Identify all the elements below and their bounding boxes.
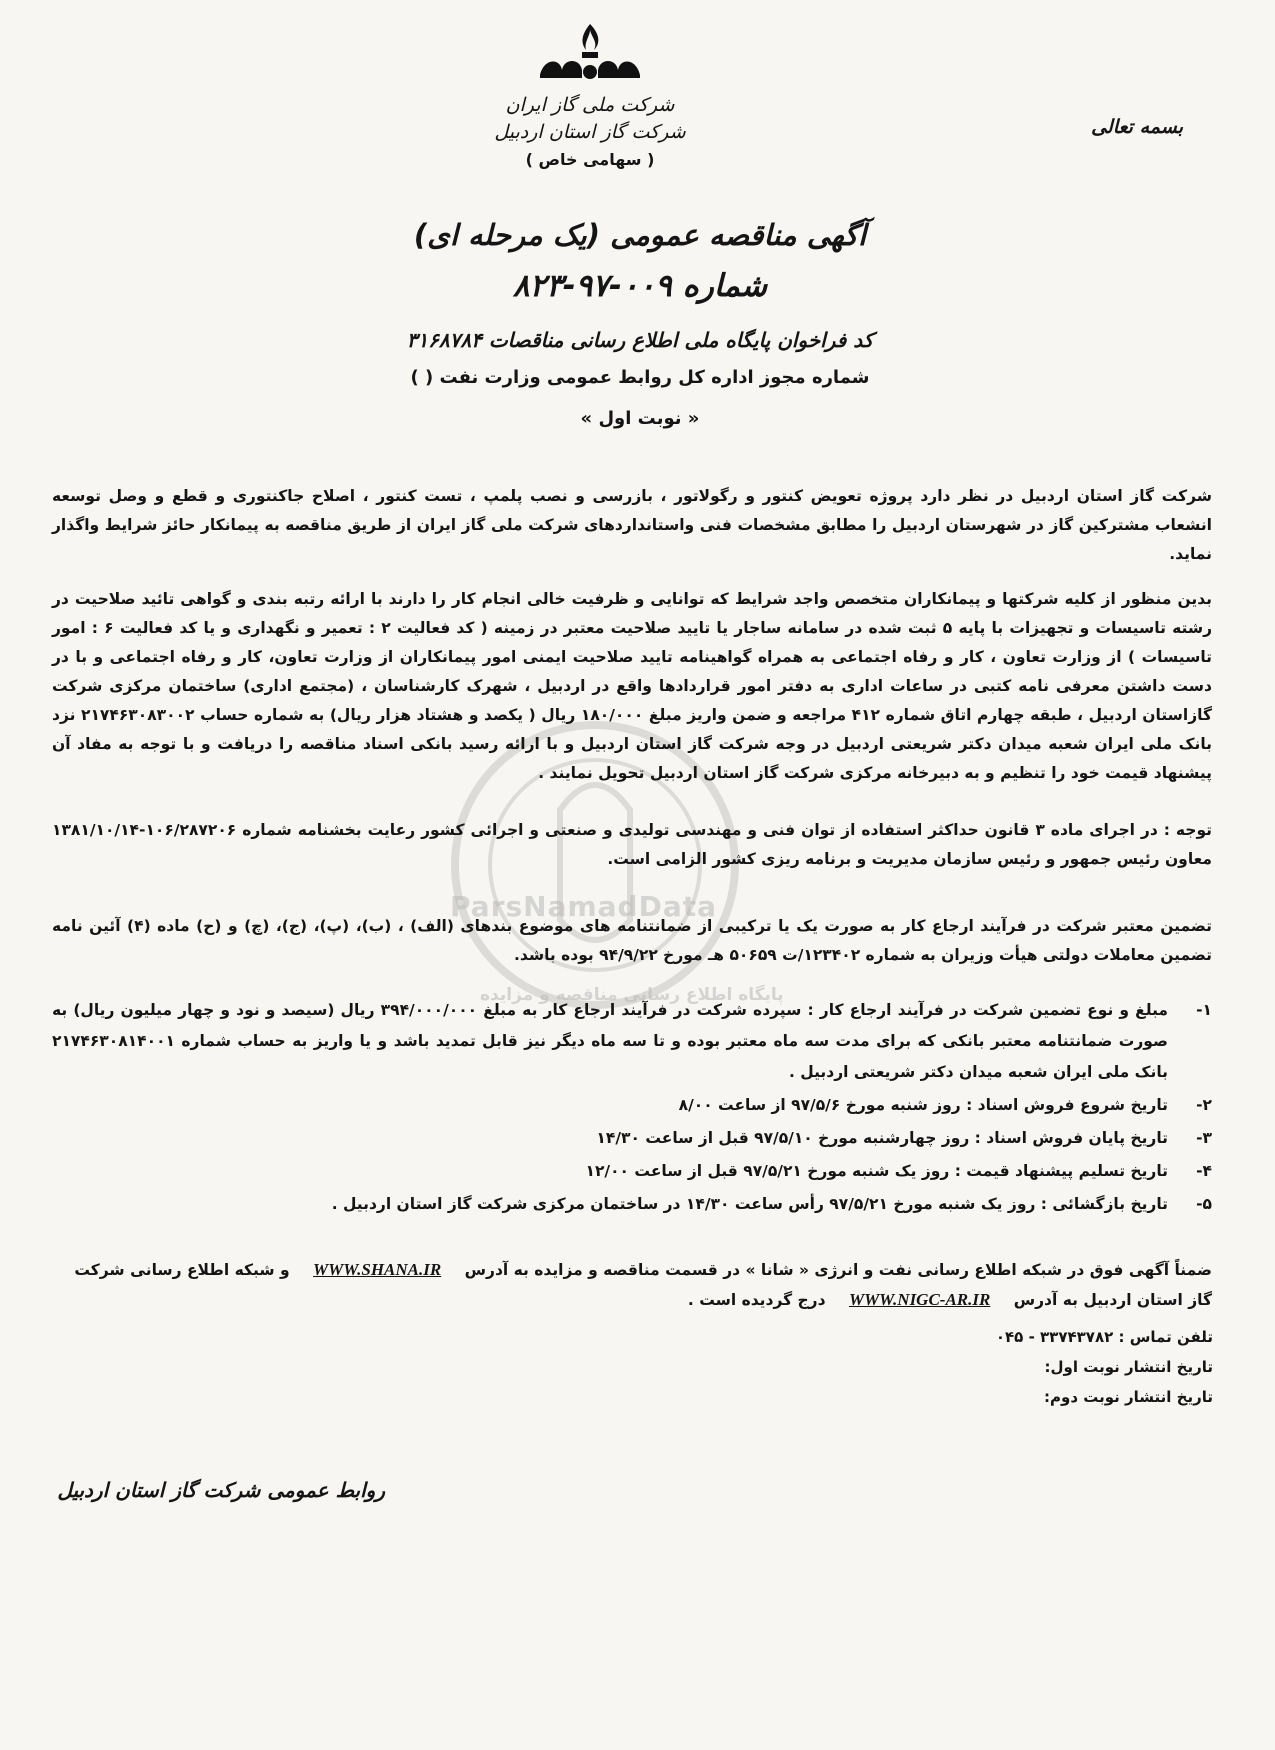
- intro-paragraph: شرکت گاز استان اردبیل در نظر دارد پروژه تعویض کنتور و رگولاتور ، بازرسی و نصب پلمپ ، تست کنتور ، اصلاح جاکنتوری و قطع و وصل توسعه انشعاب مشترکین گاز در شهرستان اردبیل را مطابق مشخصات فنی واستانداردهای شرکت ملی گاز ایران از طریق مناقصه به پیمانکار حائز شرایط واگذار نماید.: [52, 487, 1212, 563]
- signature-line: روابط عمومی شرکت گاز استان اردبیل: [57, 1478, 385, 1502]
- list-item-text: تاریخ شروع فروش اسناد : روز شنبه مورخ ۹۷/۵/۶ از ساعت ۸/۰۰: [678, 1096, 1168, 1114]
- call-code: کد فراخوان پایگاه ملی اطلاع رسانی مناقصات ۳۱۶۸۷۸۴: [406, 328, 874, 352]
- list-item: [52, 1189, 1212, 1220]
- permit-number: شماره مجوز اداره کل روابط عمومی وزارت نفت ( ): [410, 367, 870, 388]
- list-item-number: ۲-: [1196, 1096, 1212, 1114]
- list-item-text: تاریخ تسلیم پیشنهاد قیمت : روز یک شنبه مورخ ۹۷/۵/۲۱ قبل از ساعت ۱۲/۰۰: [585, 1162, 1168, 1180]
- company-name-line2: شرکت گاز استان اردبیل: [494, 121, 686, 143]
- basmala-heading: بسمه تعالی: [1091, 116, 1183, 138]
- guarantee-paragraph: تضمین معتبر شرکت در فرآیند ارجاع کار به صورت یک یا ترکیبی از ضمانتنامه های موضوع بندهای (الف) ، (ب)، (پ)، (ج)، (چ) و (ح) ماده (۴) آئین نامه تضمین معاملات دولتی هیأت وزیران به شماره ۱۲۳۴۰۲/ت ۵۰۶۵۹ هـ مورخ ۹۴/۹/۲۲ بوده باشد.: [52, 917, 1212, 964]
- list-item-number: ۳-: [1196, 1129, 1212, 1147]
- note-text-a: ضمناً آگهی فوق در شبکه اطلاع رسانی نفت و انرژی « شانا » در قسمت مناقصه و مزایده به آدرس: [464, 1261, 1212, 1279]
- list-item-number: ۵-: [1196, 1195, 1212, 1213]
- publication-round: « نوبت اول »: [580, 408, 700, 429]
- list-item-text: تاریخ پایان فروش اسناد : روز چهارشنبه مورخ ۹۷/۵/۱۰ قبل از ساعت ۱۴/۳۰: [596, 1129, 1168, 1147]
- list-item: [52, 1123, 1212, 1154]
- company-logo-block: [480, 20, 700, 169]
- publication-note: [52, 1255, 1212, 1315]
- note-text-b: و شبکه اطلاع رسانی شرکت گاز استان اردبیل به آدرس: [74, 1261, 1212, 1309]
- list-item: [52, 1090, 1212, 1121]
- contact-block: [996, 1322, 1213, 1412]
- list-item: [52, 1156, 1212, 1187]
- company-name-line1: شرکت ملی گاز ایران: [505, 94, 675, 116]
- list-item: [52, 995, 1212, 1088]
- attention-paragraph: توجه : در اجرای ماده ۳ قانون حداکثر استفاده از توان فنی و مهندسی تولیدی و صنعتی و اجرائی کشور رعایت بخشنامه شماره ۱۰۶/۲۸۷۲۰۶-۱۳۸۱/۱۰/۱۴ معاون رئیس جمهور و رئیس سازمان مدیریت و برنامه ریزی کشور الزامی است.: [52, 821, 1212, 868]
- list-item-text: تاریخ بازگشائی : روز یک شنبه مورخ ۹۷/۵/۲۱ رأس ساعت ۱۴/۳۰ در ساختمان مرکزی شرکت گاز استان اردبیل .: [331, 1195, 1168, 1213]
- list-item-number: ۴-: [1196, 1162, 1212, 1180]
- list-item-number: ۱-: [1196, 1001, 1212, 1019]
- note-text-c: درج گردیده است .: [687, 1291, 826, 1309]
- watermark-brand: ParsNamadData: [450, 890, 717, 923]
- list-item-text: مبلغ و نوع تضمین شرکت در فرآیند ارجاع کار : سپرده شرکت در فرآیند ارجاع کار به مبلغ ۳۹۴/۰۰۰/۰۰۰ ریال (سیصد و نود و چهار میلیون ریال) به صورت ضمانتنامه معتبر بانکی که برای مدت سه ماه معتبر بوده و تا سه ماه دیگر نیز قابل تمدید باشد و یا واریز به حساب شماره ۲۱۷۴۶۳۰۸۱۴۰۰۱ بانک ملی ایران شعبه میدان دکتر شریعتی اردبیل .: [52, 1001, 1168, 1081]
- eligibility-paragraph: بدین منظور از کلیه شرکتها و پیمانکاران متخصص واجد شرایط که توانایی و ظرفیت خالی انجام کار را دارند با ارائه رتبه بندی و گواهی تائید صلاحیت در رشته تاسیسات و تجهیزات با پایه ۵ ثبت شده در سامانه ساجار یا تایید صلاحیت معتبر در زمینه ( کد فعالیت ۲ : تعمیر و نگهداری و یا کد فعالیت ۶ : امور تاسیسات ) از وزارت تعاون ، کار و رفاه اجتماعی به همراه گواهینامه تایید صلاحیت ایمنی امور پیمانکاران از وزارت تعاون، کار و رفاه اجتماعی و با در دست داشتن معرفی نامه کتبی در ساعات اداری به دفتر امور قراردادها واقع در اردبیل ، شهرک کارشناسان ، (مجتمع اداری) ساختمان مرکزی شرکت گازاستان اردبیل ، طبقه چهارم اتاق شماره ۴۱۲ مراجعه و ضمن واریز مبلغ ۱۸۰/۰۰۰ ریال ( یکصد و هشتاد هزار ریال) به شماره حساب ۲۱۷۴۶۳۰۸۳۰۰۲ نزد بانک ملی ایران شعبه میدان دکتر شریعتی اردبیل در وجه شرکت گاز استان اردبیل و با ارائه رسید بانکی اسناد مناقصه را دریافت و با توجه به مفاد آن پیشنهاد قیمت خود را تنظیم و به دبیرخانه مرکزی شرکت گاز استان اردبیل تحویل نمایند .: [52, 590, 1212, 782]
- shana-link[interactable]: WWW.SHANA.IR: [313, 1260, 442, 1279]
- watermark-line: پایگاه اطلاع رسانی مناقصه و مزایده: [480, 985, 784, 1005]
- phone-line: تلفن تماس : ۳۳۷۴۳۷۸۲ - ۰۴۵: [995, 1328, 1213, 1346]
- second-publication-date: تاریخ انتشار نوبت دوم:: [1044, 1388, 1213, 1406]
- flame-logo-icon: [530, 20, 650, 90]
- first-publication-date: تاریخ انتشار نوبت اول:: [1044, 1358, 1213, 1376]
- company-share-type: ( سهامی خاص ): [525, 150, 655, 169]
- nigc-link[interactable]: WWW.NIGC-AR.IR: [848, 1290, 991, 1309]
- conditions-list: [52, 995, 1212, 1222]
- notice-title: آگهی مناقصه عمومی (یک مرحله ای): [413, 218, 867, 252]
- notice-number: شماره ۰۰۹-۹۷-۸۲۳: [512, 268, 768, 304]
